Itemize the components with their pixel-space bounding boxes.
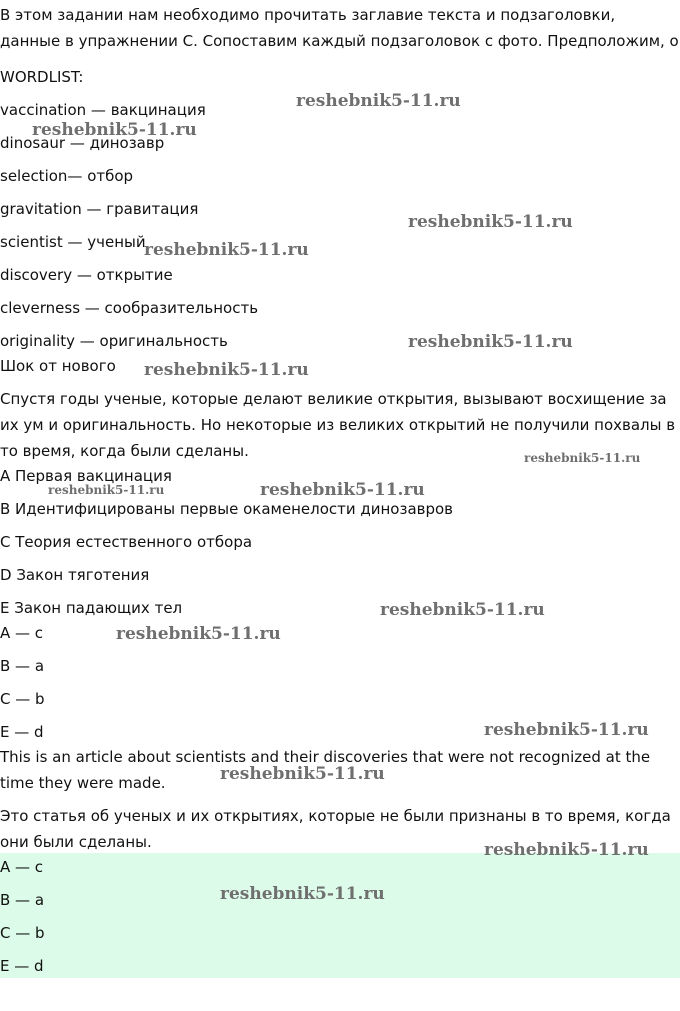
wordlist-item: scientist — ученый xyxy=(0,233,146,251)
watermark: reshebnik5-11.ru xyxy=(408,332,573,352)
watermark: reshebnik5-11.ru xyxy=(408,212,573,232)
watermark: reshebnik5-11.ru xyxy=(296,91,461,111)
answer-item: E — d xyxy=(0,957,44,975)
watermark: reshebnik5-11.ru xyxy=(144,240,309,260)
watermark: reshebnik5-11.ru xyxy=(380,600,545,620)
watermark: reshebnik5-11.ru xyxy=(220,764,385,784)
wordlist-item: originality — оригинальность xyxy=(0,332,228,350)
heading-item: C Теория естественного отбора xyxy=(0,533,253,551)
watermark: reshebnik5-11.ru xyxy=(484,720,649,740)
answer-item: E — d xyxy=(0,723,44,741)
article-text: Спустя годы ученые, которые делают великие открытия, вызывают восхищение за их ум и оригинальность. Но некоторые из великих открытий не получили похвалы в то время, когда были сделаны. xyxy=(0,390,676,460)
intro-paragraph: В этом задании нам необходимо прочитать заглавие текста и подзаголовки, данные в упражнении C. Сопоставим каждый подзаголовок с фото. Предположим, о xyxy=(0,6,679,50)
article-title: Шок от нового xyxy=(0,357,116,375)
wordlist-item: vaccination — вакцинация xyxy=(0,101,206,119)
wordlist-item: gravitation — гравитация xyxy=(0,200,199,218)
watermark: reshebnik5-11.ru xyxy=(220,884,385,904)
heading-item: D Закон тяготения xyxy=(0,566,150,584)
watermark: reshebnik5-11.ru xyxy=(484,840,649,860)
answer-highlight-block xyxy=(0,853,680,978)
wordlist-item: discovery — открытие xyxy=(0,266,173,284)
wordlist-title: WORDLIST: xyxy=(0,68,84,86)
watermark: reshebnik5-11.ru xyxy=(524,451,641,465)
answer-item: A — c xyxy=(0,624,44,642)
wordlist-item: selection— отбор xyxy=(0,167,134,185)
answer-item: B — a xyxy=(0,657,45,675)
summary-english: This is an article about scientists and their discoveries that were not recognized at the time they were made. xyxy=(0,748,651,792)
answer-item: C — b xyxy=(0,924,45,942)
heading-item: B Идентифицированы первые окаменелости динозавров xyxy=(0,500,454,518)
heading-item: E Закон падающих тел xyxy=(0,599,183,617)
heading-item: A Первая вакцинация xyxy=(0,467,172,485)
answer-item: B — a xyxy=(0,891,45,909)
watermark: reshebnik5-11.ru xyxy=(32,120,197,140)
answer-item: A — c xyxy=(0,858,44,876)
watermark: reshebnik5-11.ru xyxy=(144,360,309,380)
summary-russian: Это статья об ученых и их открытиях, которые не были признаны в то время, когда они были сделаны. xyxy=(0,807,671,851)
watermark: reshebnik5-11.ru xyxy=(260,480,425,500)
answer-item: C — b xyxy=(0,690,45,708)
wordlist-item: cleverness — сообразительность xyxy=(0,299,259,317)
wordlist-item: dinosaur — динозавр xyxy=(0,134,165,152)
watermark: reshebnik5-11.ru xyxy=(48,483,165,497)
watermark: reshebnik5-11.ru xyxy=(116,624,281,644)
